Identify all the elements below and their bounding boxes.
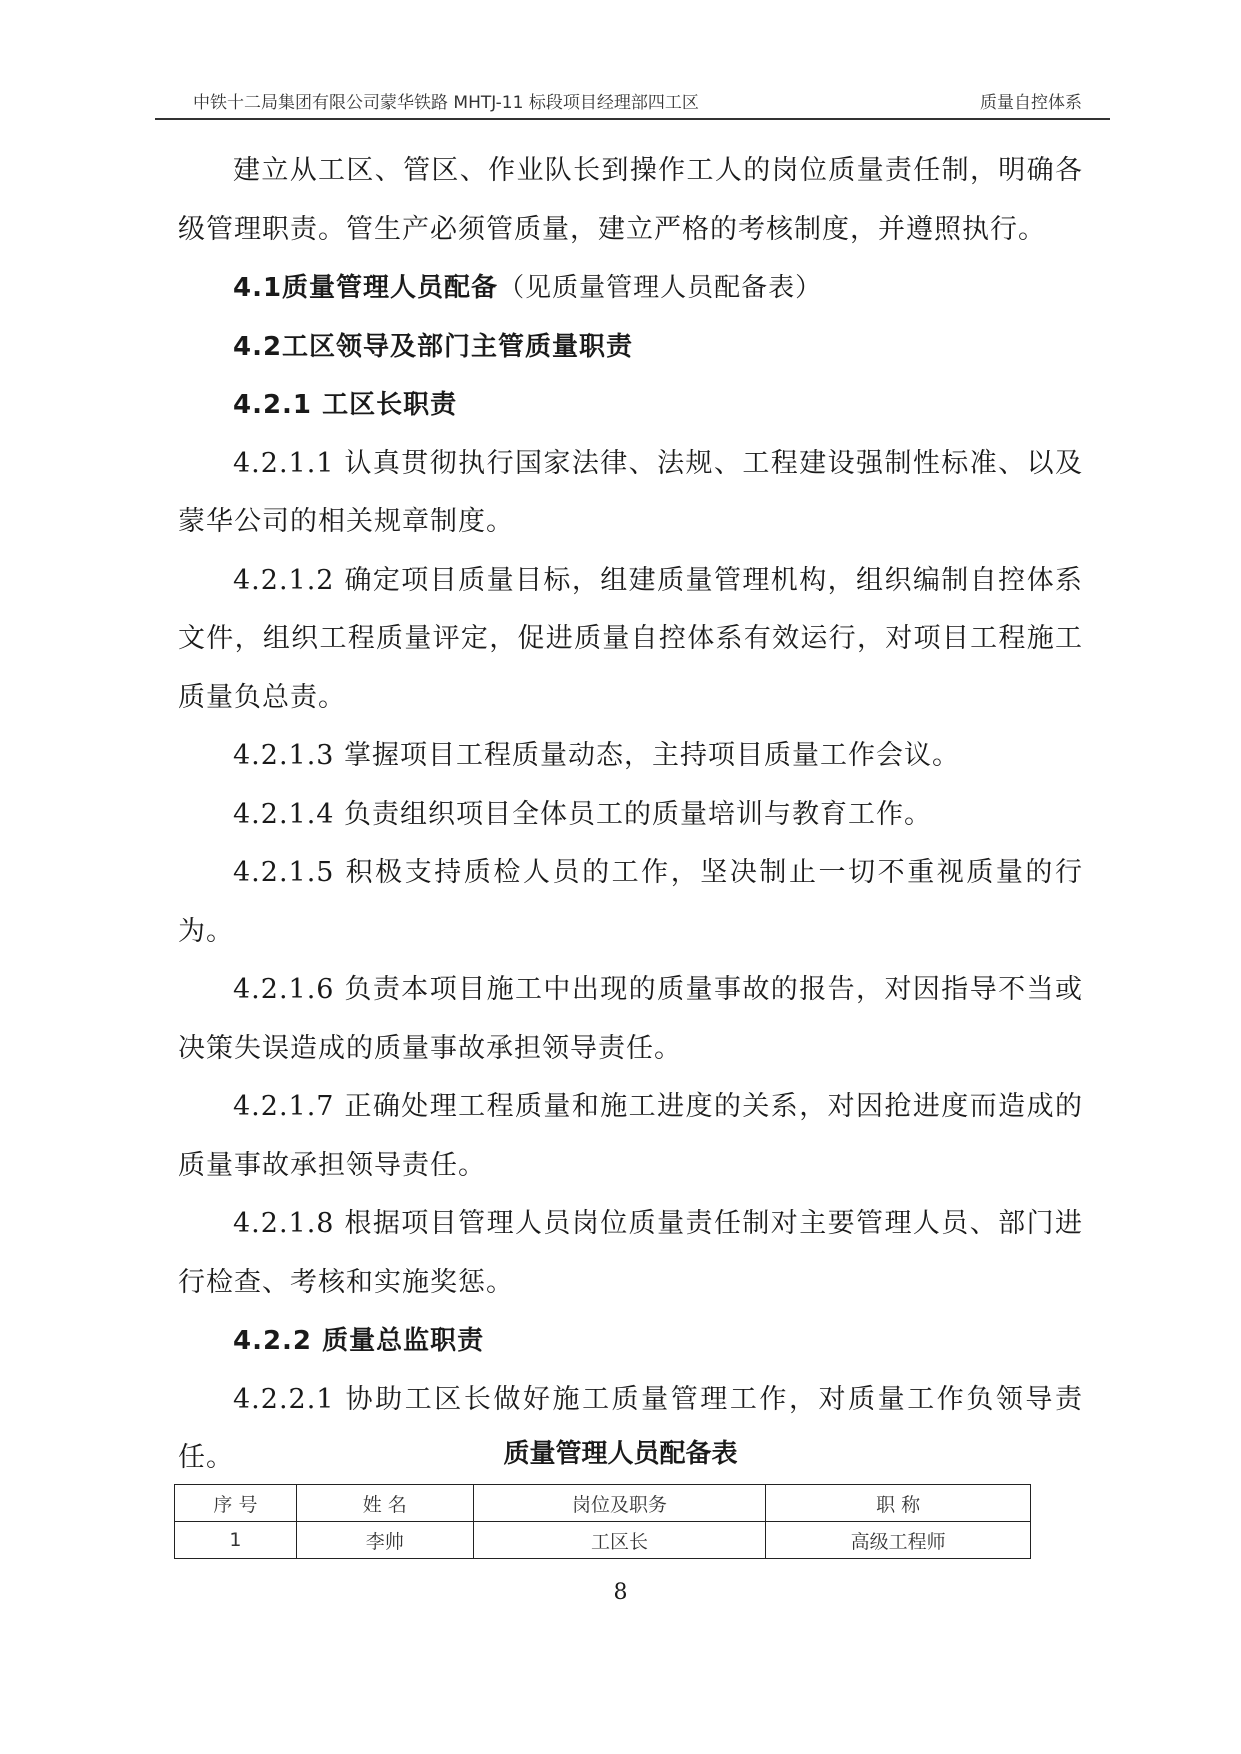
table-title: 质量管理人员配备表 — [503, 1439, 738, 1469]
page-number: 8 — [613, 1580, 628, 1605]
clause-4-2-1-3: 4.2.1.3 掌握项目工程质量动态，主持项目质量工作会议。 — [233, 740, 961, 771]
column-header-number: 序 号 — [175, 1485, 297, 1522]
column-header-title: 职 称 — [766, 1485, 1031, 1522]
header-section-title: 质量自控体系 — [980, 93, 1082, 113]
page-header — [155, 84, 1110, 120]
section-4-2-2-heading: 4.2.2 质量总监职责 — [233, 1326, 485, 1356]
clause-4-2-1-1: 4.2.1.1 认真贯彻执行国家法律、法规、工程建设强制性标准、以及蒙华公司的相关规章制度。 — [178, 447, 1083, 537]
intro-paragraph: 建立从工区、管区、作业队长到操作工人的岗位质量责任制，明确各级管理职责。管生产必须管质量，建立严格的考核制度，并遵照执行。 — [178, 155, 1083, 245]
table-row — [175, 1522, 1031, 1559]
clause-4-2-2-1: 4.2.2.1 协助工区长做好施工质量管理工作，对质量工作负领导责任。 — [178, 1383, 1083, 1473]
column-header-name: 姓 名 — [296, 1485, 473, 1522]
section-4-2-1-heading: 4.2.1 工区长职责 — [233, 390, 458, 420]
clause-4-2-1-4: 4.2.1.4 负责组织项目全体员工的质量培训与教育工作。 — [233, 798, 933, 830]
clause-4-2-1-8: 4.2.1.8 根据项目管理人员岗位质量责任制对主要管理人员、部门进行检查、考核和实施奖惩。 — [178, 1208, 1083, 1298]
header-organization: 中铁十二局集团有限公司蒙华铁路 MHTJ-11 标段项目经理部四工区 — [193, 93, 699, 113]
document-body — [178, 142, 1083, 1488]
clause-4-2-1-7: 4.2.1.7 正确处理工程质量和施工进度的关系，对因抢进度而造成的质量事故承担领导责任。 — [178, 1091, 1083, 1181]
section-4-1-heading — [178, 259, 1083, 318]
clause-4-2-1-5: 4.2.1.5 积极支持质检人员的工作，坚决制止一切不重视质量的行为。 — [178, 857, 1083, 947]
cell-position: 工区长 — [473, 1522, 766, 1559]
section-4-2-heading: 4.2工区领导及部门主管质量职责 — [233, 331, 634, 362]
table-header-row — [175, 1485, 1031, 1522]
clause-4-2-1-2: 4.2.1.2 确定项目质量目标，组建质量管理机构，组织编制自控体系文件，组织工程质量评定，促进质量自控体系有效运行，对项目工程施工质量负总责。 — [178, 564, 1083, 713]
section-4-1-note: （见质量管理人员配备表） — [498, 273, 823, 303]
cell-title: 高级工程师 — [766, 1522, 1031, 1559]
cell-name: 李帅 — [296, 1522, 473, 1559]
clause-4-2-1-6: 4.2.1.6 负责本项目施工中出现的质量事故的报告，对因指导不当或决策失误造成的质量事故承担领导责任。 — [178, 974, 1083, 1064]
column-header-position: 岗位及职务 — [473, 1485, 766, 1522]
cell-number: 1 — [175, 1522, 297, 1559]
section-4-1-title: 4.1质量管理人员配备 — [233, 273, 499, 303]
staff-table — [174, 1484, 1031, 1559]
